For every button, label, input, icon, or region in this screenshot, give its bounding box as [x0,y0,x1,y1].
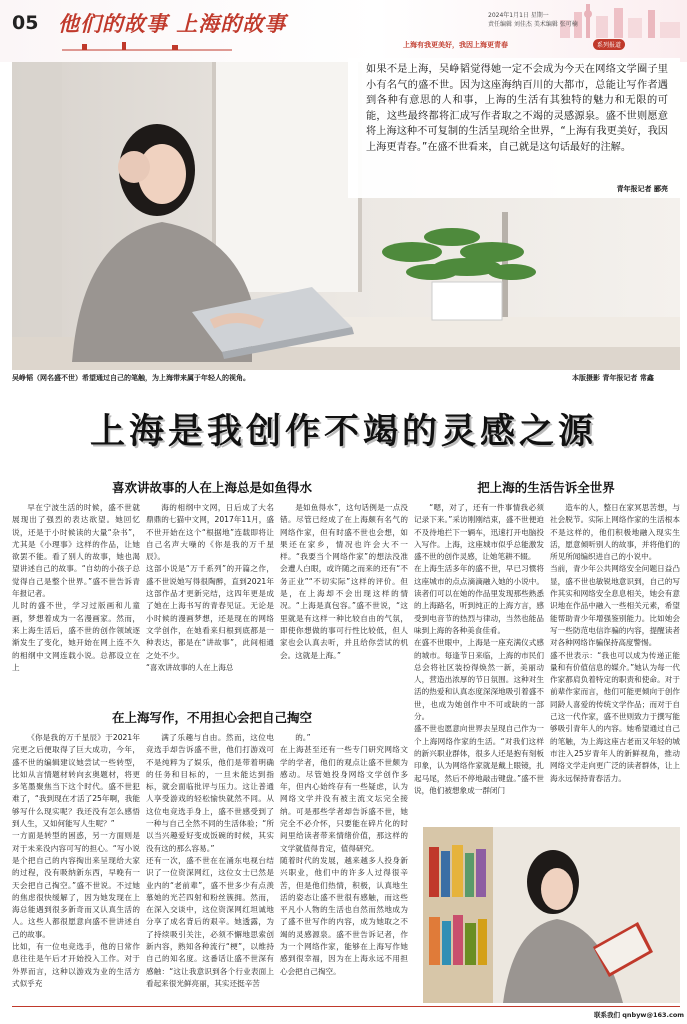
column-decoration-line [62,40,232,54]
secondary-photo [423,827,680,1003]
intro-byline: 青年报记者 郦亮 [616,185,668,193]
series-slogan: 上海有我更美好，我因上海更青春 [403,41,508,49]
photo-caption: 吴峥韬（网名盛不世）希望通过自己的笔触，为上海带来属于年轻人的视角。 [12,374,250,382]
column-4: 《你是我的万千星辰》于2021年完更之后便取得了巨大成功，今年，盛不世的编辑建议她尝试一些转型，比如从言情题材转向玄奥题材，将更多笔墨聚焦当下这个时代。盛不世犯难了，“我到现在才活了25年啊，我能够写什么现实呢？我还没有怎么感悟到人生，又如何能写人生呢？” 一方面是转型的困惑，另一方面则是对于未来没内容可写的担心。“写小说是个把自己的内容掏出来呈现给大家的过程，没有吸纳新东西，早晚有一天会把自己掏空。”盛不世说。不过她的焦虑很快缓解了，因为她发现在上海总能遇到很多新奇而又认真生活的人。这些人都很愿意向盛不世讲述自己的故事。 比如，有一位电竞选手，他的日常作息往往是午后才开始投入工作。对于外界而言，这种以游戏为业的生活方式似乎充 [12,733,140,988]
page-header [0,0,687,62]
page-number: 05 [12,12,39,34]
intro-text: 如果不是上海，吴峥韬觉得她一定不会成为今天在网络文学圈子里小有名气的盛不世。因为这座海纳百川的大都市，总能让写作者遇到各种有意思的人和事，上海的生活有其独特的魅力和无限的可能，这些最终都将汇成写作者取之不竭的灵感源泉。盛不世则愿意将上海这种不可复制的生活呈现给全世界，“上海有我更美好，我因上海更青春。”在盛不世看来，自己就是这句话最好的注解。 [366,64,668,153]
footer-contact: 联系我们 qnbyw@163.com [594,1011,685,1019]
column-1: 早在宁波生活的时候，盛不世就展现出了强烈的表达欲望。她回忆说，还是于小时候读的大量“杂书”，尤其是《小理事》这样的作品，让她欲罢不能。看了别人的故事，她也渴望讲述自己的故事。“自幼的小孩子总觉得自己是整个世界。”盛不世告诉青年报记者。 儿时的盛不世，学习过版画和儿童画，梦想着成为一名漫画家。然而，来上海生活后，盛不世的创作领域逐渐发生了变化，她开始在网上连不久的相纲中文网连载小说。总都设立在上 [12,503,140,672]
column-5: 满了乐趣与自由。然而，这位电竞选手却告诉盛不世，他们打游戏可不是纯粹为了娱乐，他们是带着明确的任务和目标的，一旦未能达到指标，就会面临批评与压力。这让普通人享受游戏的轻松愉快就然不同。从这位电竞选手身上，盛不世感受到了一种与自己全然不同的生活体验；“所以当兴趣爱好变成饭碗的时候，其实没有这的那么容易。” 还有一次，盛不世在在涌东电视台结识了一位资深网红，这位女士已然是业内的“老前辈”，盛不世多少有点羡慕她的光芒四射和粉丝簇拥。然而，在深入交谈中，这位资深网红坦诚地分享了成名背后的艰辛。她透露，为了持续吸引关注，必须不懈地思索创新内容，熟知各种流行“梗”，以维持自己的知名度。这番话让盛不世深有感触：“这让我意识到各个行业表面上看起来很光鲜亮丽，其实还挺辛苦 [146,733,274,988]
column-2: 海的相纲中文网，日后成了大名鼎鼎的七猫中文网，2017年11月，盛不世开始在这个“根据地”连载即将让自己名声大噪的《你是我的万千星辰》。 这部小说是“万千系列”的开篇之作，盛不世说她写得很陶醉，直到2021年这部作品才更新完结，这四年更是成了她在上海书写的青春见证。无论是小时候的漫画梦想，还是现在的网络文学创作，在她看来归根到底都是一种表达，都是在“讲故事”，此间相通之处不少。 “喜欢讲故事的人在上海总 [146,503,274,672]
section-title-3: 把上海的生活告诉全世界 [477,480,615,495]
column-3: 是如鱼得水”，这句话例是一点没错。尽管已经成了在上海颇有名气的网络作家，但有时盛不世也会想，如果还在家乡，情况也许会大不一样。“我要当个网络作家”的想法没准会遭人白眼，或许随之而来的还有“不务正业”“不切实际”这样的评价。但是，在上海却不会出现这样的情况。“上海是真包容。”盛不世说，“这里就是有这样一种比较自由的气氛，即使你想做的事可行性比较低，但人家也会认真去听，并且给你尝试的机会。这就是上海。” [280,503,408,660]
intro-box [348,58,680,198]
footer-rule [12,1006,680,1007]
woman-with-book-illustration [423,827,680,1003]
column-name: 他们的故事 上海的故事 [58,11,287,36]
column-6: 的。” 在上海甚至还有一些专门研究网络文学的学者，他们的观点让盛不世颇为感动。尽管她投身网络文学创作多年，但内心始终存有一些疑虑，认为网络文学并没有被主流文坛完全接纳。可是那些学者却告诉盛不世，她完全不必介怀，只要能在碎片化的时间里给读者带来情绪价值，那这样的文学就值得肯定，值得研究。 随着时代的发展，越来越多人投身新兴职业，他们中的许多人过得很辛苦，但是他们热情，积极，认真地生活的姿态让盛不世很有感触，而这些平凡小人物的生活也自然而然地成为了盛不世写作的内容，成为她取之不竭的灵感源泉。盛不世告诉记者，作为一个网络作家，能够在上海写作她感到很幸福，因为在上海永远不用担心会把自己掏空。 [280,733,408,976]
main-headline: 上海是我创作不竭的灵感之源 [89,412,597,452]
photo-credit: 本版摄影 青年报记者 常鑫 [572,374,654,382]
column-8: 造车的人，整日在家冥思苦想，与社会脱节。实际上网络作家的生活根本不是这样的，他们积极地融入现实生活，愿意倾听别人的故事，并将他们的所见所闻编织进自己的小说中。 当前，青少年公共网络安全问题日益凸显，盛不世也敏锐地意识到，自己的写作其实和网络安全息息相关，她会有意识地在作品中融入一些相关元素，希望能帮助青少年增强鉴别能力。比如她会写一些防范电信诈骗的内容，提醒读者对各种网络诈骗保持高度警惕。 盛不世表示：“我也可以成为传递正能量和有价值信息的媒介。”她认为每一代作家都肩负着特定的职责和使命。对于前辈作家而言，他们可能更倾向于创作同龄人喜爱的传统文学作品；而对于自己这一代作家，盛不世则致力于撰写能够吸引青年人的内容。她希望通过自己的笔触，为上海这座古老而又年轻的城市注入25岁青年人的新鲜视角，推动网络文学走向更广泛的读者群体，让上海永远保持青春活力。 [550,503,680,783]
issue-date: 2024年1月1日 星期一 [488,12,549,19]
section-title-1: 喜欢讲故事的人在上海总是如鱼得水 [111,480,312,495]
series-badge: 系列报道 [593,39,625,50]
column-7: “嗯，对了，还有一件事情我必须记录下来。”采访刚刚结束，盛不世便迫不及待地拦下一辆车，迅速打开电脑投入写作。上海，这座城市似乎总能激发盛不世的创作灵感，让她笔耕不辍。 在上海生活多年的盛不世，早已习惯将这座城市的点点滴滴融入她的小说中。读者们可以在她的作品里发现那些熟悉的上海路名，听到纯正的上海方言，感受到电音节的热烈与律动，当然也能品味到上海的各种美食佳肴。 在盛不世眼中，上海是一座充满仪式感的城市。每逢节日来临，上海的市民们总会将社区装扮得焕然一新，美丽动人，营造出浓厚的节日氛围。这种对生活的热爱和认真态度深深地吸引着盛不世，也成为她创作中不可或缺的一部分。 盛不世也愿意向世界去呈现自己作为一个上海网络作家的生活。“对我们这样的新兴职业群体，很多人还是抱有刻板印象，认为网络作家就是戴上眼镜，扎起马尾，然后不停地敲击键盘。”盛不世说，他们被想象成一群闭门 [414,503,544,795]
editors-line: 责任编辑 刘佳杰 美术编辑 张可楠 [488,21,578,28]
section-title-2: 在上海写作，不用担心会把自己掏空 [111,710,312,725]
